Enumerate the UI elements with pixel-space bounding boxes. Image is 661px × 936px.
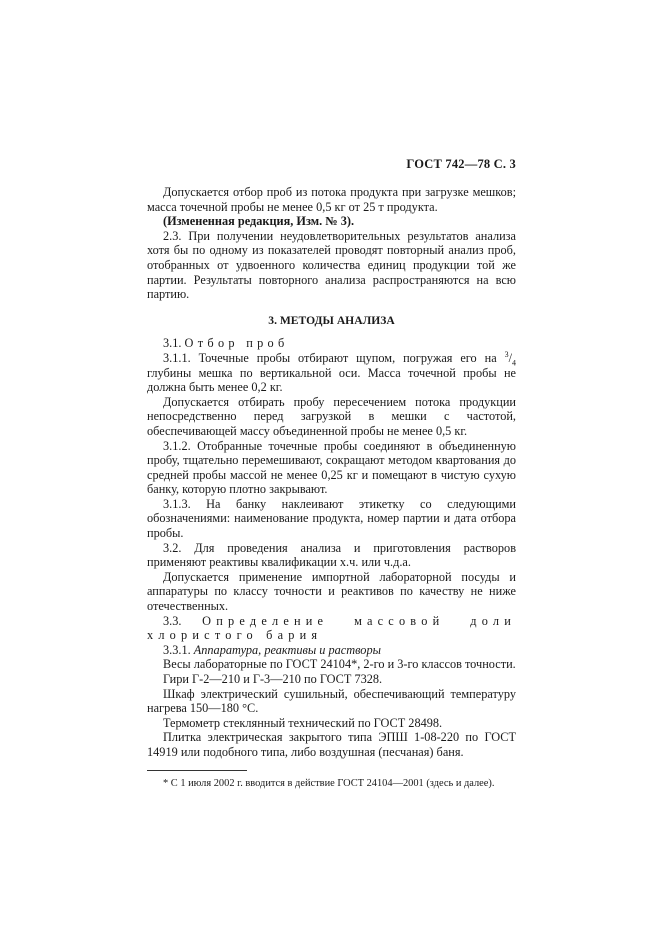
paragraph-3-1-1-flow: Допускается отбирать пробу пересечением потока продукции непосредственно перед загрузкой в мешки с частотой, обеспечивающей массу объединенной пробы не менее 0,5 кг. xyxy=(147,394,516,438)
paragraph-3-1-3: 3.1.3. На банку наклеивают этикетку со следующими обозначениями: наименование продукта, номер партии и дата отбора пробы. xyxy=(147,496,516,541)
paragraph-3-1-2: 3.1.2. Отобранные точечные пробы соединяют в объединенную пробу, тщательно перемешивают, сокращают методом квартования до средней пробы массой не менее 0,25 кг и помещают в чистую сухую банку, которую плотно закрывают. xyxy=(147,438,516,497)
running-header: ГОСТ 742—78 С. 3 xyxy=(406,157,516,171)
paragraph-3-1-1-rest: глубины мешка по вертикальной оси. Масса точечной пробы не должна быть менее 0,2 кг. xyxy=(147,365,516,395)
item-hot-plate: Плитка электрическая закрытого типа ЭПШ 1-08-220 по ГОСТ 14919 или подобного типа, либо воздушная (песчаная) баня. xyxy=(147,730,516,759)
amendment-note: (Измененная редакция, Изм. № 3). xyxy=(163,214,355,229)
paragraph-3-2: 3.2. Для проведения анализа и приготовления растворов применяют реактивы квалификации х.ч. или ч.д.а. xyxy=(147,540,516,570)
item-oven: Шкаф электрический сушильный, обеспечивающий температуру нагрева 150—180 °С. xyxy=(147,686,516,716)
item-thermometer: Термометр стеклянный технический по ГОСТ 28498. xyxy=(163,715,443,730)
section-title: 3. МЕТОДЫ АНАЛИЗА xyxy=(268,313,395,327)
document-body xyxy=(147,185,516,790)
heading-3-1-number: 3.1. xyxy=(163,336,182,351)
fraction-denominator: 4 xyxy=(512,358,516,368)
heading-3-1 xyxy=(147,336,516,351)
footnote: * С 1 июля 2002 г. вводится в действие ГОСТ 24104—2001 (здесь и далее). xyxy=(163,777,495,789)
paragraph-2-3: 2.3. При получении неудовлетворительных результатов анализа хотя бы по одному из показателей проводят повторный анализ проб, отобранных от удвоенного количества единиц продукции той же партии. Результаты повторного анализа распространяются на всю партию. xyxy=(147,228,516,302)
heading-3-3-1 xyxy=(147,643,516,658)
heading-3-3-text: Определение массовой доли хлористого бария xyxy=(147,613,516,643)
heading-3-3 xyxy=(147,614,516,643)
item-weights: Гири Г-2—210 и Г-3—210 по ГОСТ 7328. xyxy=(163,672,383,686)
fraction-numerator: 3 xyxy=(504,349,509,359)
paragraph-3-2-import: Допускается применение импортной лабораторной посуды и аппаратуры по классу точности и реактивов по качеству не ниже отечественных. xyxy=(147,569,516,614)
footnote-rule xyxy=(147,770,247,771)
paragraph-sampling-flow: Допускается отбор проб из потока продукта при загрузке мешков; масса точечной пробы не менее 0,5 кг от 25 т продукта. xyxy=(147,185,516,214)
heading-3-3-1-number: 3.3.1. xyxy=(163,642,191,657)
heading-3-3-1-text: Аппаратура, реактивы и растворы xyxy=(193,642,381,657)
item-scales: Весы лабораторные по ГОСТ 24104*, 2-го и 3-го классов точности. xyxy=(163,657,516,672)
paragraph-3-1-1: 3.1.1. Точечные пробы отбирают щупом, погружая его на $^3/_4$ глубины мешка по вертикальной оси. Масса точечной пробы не должна быть менее 0,2 кг. xyxy=(147,349,516,395)
paragraph-3-1-1-start: 3.1.1. Точечные пробы отбирают щупом, погружая его на xyxy=(163,350,497,365)
heading-3-3-number: 3.3. xyxy=(163,613,182,628)
heading-3-1-text: Отбор проб xyxy=(184,336,289,351)
